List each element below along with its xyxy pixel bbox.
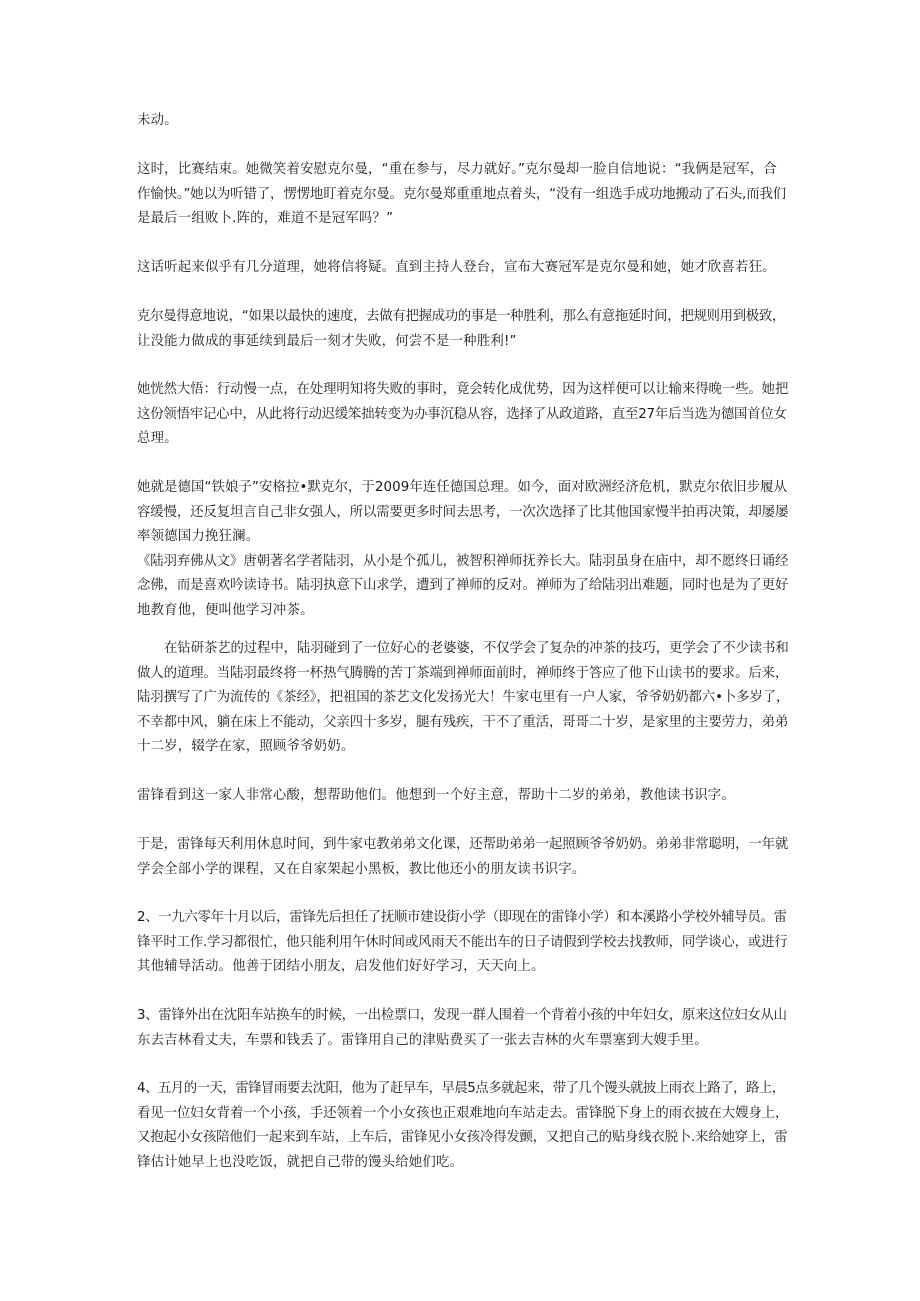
text-line: 作愉快。”她以为听错了，愣愣地盯着克尔曼。克尔曼郑重重地点着头，“没有一组选手成功地搬动了石头,而我们 [137, 186, 787, 202]
paragraph-4 [137, 305, 789, 354]
paragraph-5 [137, 378, 789, 452]
text-line: 锋平时工作.学习都很忙，他只能利用午休时间或风雨天不能出车的日子请假到学校去找教师，同学谈心，或进行 [137, 934, 788, 950]
text-line: 这份领悟牢记心中，从此将行动迟缓笨拙转变为办事沉稳从容，选择了从政道路，直至27年后当选为德国首位女 [137, 406, 787, 422]
text-line: 做人的道理。当陆羽最终将一杯热气腾腾的苦丁茶端到禅师面前时，禅师终于答应了他下山读书的要求。后来， [137, 665, 789, 681]
text-line: 东去吉林看丈夫，车票和钱丢了。雷锋用自己的津贴费买了一张去吉林的火车票塞到大嫂手里。 [137, 1032, 708, 1048]
text-line: 十二岁，辍学在家，照顾爷爷奶奶。 [137, 739, 355, 754]
text-line: 其他辅导活动。他善于团结小朋友，启发他们好好学习，天天向上。 [137, 959, 545, 974]
text-line: 在钻研茶艺的过程中，陆羽碰到了一位好心的老婆婆，不仅学会了复杂的冲茶的技巧，更学会了不少读书和 [164, 641, 789, 656]
text-line: 雷锋看到这一家人非常心酸，想帮助他们。他想到一个好主意，帮助十二岁的弟弟，教他读书识字。 [137, 788, 735, 803]
text-line: 她就是德国“铁娘子”安格拉•默克尔，于2009年连任德国总理。如今，面对欧洲经济危机，默克尔依旧步履从 [137, 480, 788, 495]
paragraph-6 [137, 476, 789, 623]
paragraph-7 [137, 637, 789, 760]
text-line: 看见一位妇女背着一个小孩，手还领着一个小女孩也正艰难地向车站走去。雷锋脱下身上的雨衣披在大嫂身上， [137, 1105, 789, 1121]
text-line: 《陆羽弃佛从文》唐朝著名学者陆羽，从小是个孤儿，被智积禅师抚养长大。陆羽虽身在庙中，却不愿终日诵经 [137, 553, 789, 569]
text-line: 克尔曼得意地说，“如果以最快的速度，去做有把握成功的事是一种胜利，那么有意拖延时间，把规则用到极致， [137, 309, 786, 324]
text-line: 这时，比赛结束。她微笑着安慰克尔曼，“重在参与，尽力就好。”克尔曼却一脸自信地说：“我俩是冠军，合 [137, 162, 777, 177]
text-line: 不幸都中风，躺在床上不能动，父亲四十多岁，腿有残疾，干不了重活，哥哥二十岁，是家里的主要劳力，弟弟 [137, 714, 789, 730]
text-line: 这话听起来似乎有几分道理，她将信将疑。直到主持人登台，宣布大赛冠军是克尔曼和她，她才欣喜若狂。 [137, 260, 776, 275]
text-line: 率领德国力挽狂澜。 [137, 529, 260, 544]
paragraph-12 [137, 1077, 789, 1175]
paragraph-11 [137, 1004, 789, 1053]
paragraph-2 [137, 158, 789, 232]
text-line: 她恍然大悟：行动慢一点，在处理明知将失败的事时，竟会转化成优势，因为这样便可以让输来得晚一些。她把 [137, 382, 789, 397]
text-line: 总理。 [137, 431, 178, 446]
paragraph-3 [137, 256, 789, 281]
text-line: 3、雷锋外出在沈阳车站换车的时候，一出检票口，发现一群人围着一个背着小孩的中年妇女，原来这位妇女从山 [137, 1008, 787, 1023]
text-line: 又抱起小女孩陪他们一起来到车站，上车后，雷锋见小女孩冷得发颤，又把自己的贴身线衣脱卜.来给她穿上，雷 [137, 1130, 788, 1145]
text-line: 2、一九六零年十月以后，雷锋先后担任了抚顺市建设街小学（即现在的雷锋小学）和本溪路小学校外辅导员。雷 [137, 910, 787, 925]
paragraph-9 [137, 833, 789, 882]
text-line: 让没能力做成的事延续到最后一刻才失败，何尝不是一种胜利!” [137, 333, 517, 349]
paragraph-10 [137, 906, 789, 980]
paragraph-1 [137, 109, 789, 134]
text-line: 地教育他，便叫他学习冲茶。 [137, 602, 314, 618]
paragraph-8 [137, 784, 789, 809]
text-line: 念佛，而是喜欢吟读诗书。陆羽执意下山求学，遭到了禅师的反对。禅师为了给陆羽出难题，同时也是为了更好 [137, 578, 789, 593]
text-line: 4、五月的一天，雷锋冒雨要去沈阳，他为了赶早车，早晨5点多就起来，带了几个馒头就披上雨衣上路了，路上， [137, 1081, 785, 1096]
text-line: 陆羽撰写了广为流传的《茶经》，把祖国的茶艺文化发扬光大！牛家屯里有一户人家，爷爷奶奶都六•卜多岁了， [137, 690, 790, 705]
text-line: 容缓慢，还反复坦言自己非女强人，所以需要更多时间去思考，一次次选择了比其他国家慢半拍再决策，却屡屡 [137, 504, 789, 520]
text-line: 学会全部小学的课程，又在自家架起小黑板，教比他还小的朋友读书识字。 [137, 861, 586, 877]
text-line: 锋估计她早上也没吃饭，就把自己带的馒头给她们吃。 [137, 1154, 464, 1170]
text-line: 于是，雷锋每天利用休息时间，到牛家屯教弟弟文化课，还帮助弟弟一起照顾爷爷奶奶。弟弟非常聪明，一年就 [137, 837, 789, 852]
text-line: 是最后一组败卜.阵的，难道不是冠军吗？” [137, 211, 394, 226]
text-line: 未动。 [137, 113, 178, 128]
